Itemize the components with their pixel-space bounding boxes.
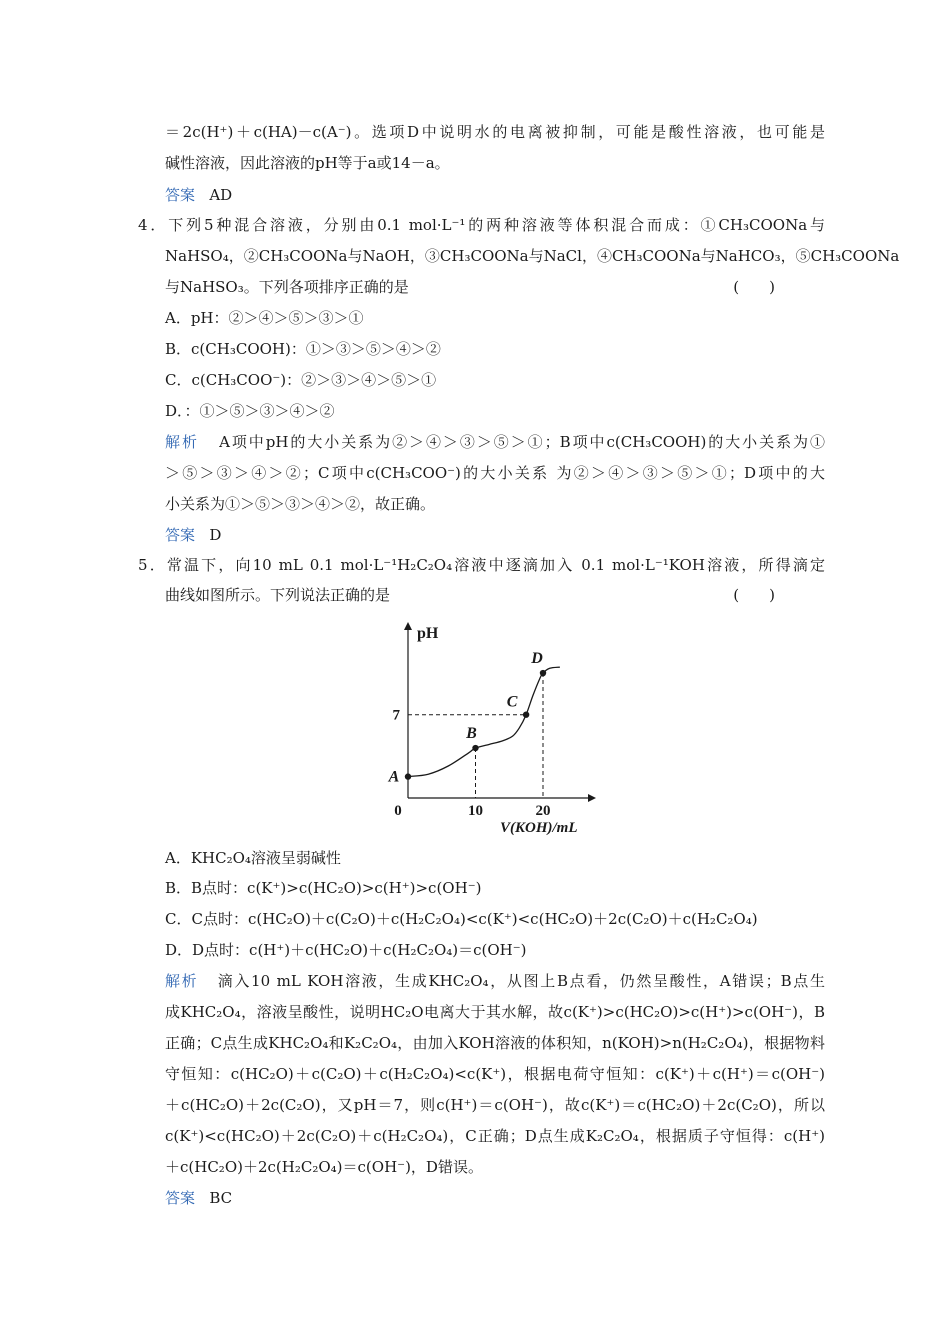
q5-explanation-line: 成KHC₂O₄，溶液呈酸性，说明HC₂O电离大于其水解，故c(K⁺)>c(HC₂O)>c(H⁺)>c(OH⁻)，B xyxy=(165,1003,825,1021)
q4-answer xyxy=(165,525,825,545)
q3-answer xyxy=(165,185,825,205)
q5-explanation-line: ＋c(HC₂O)＋2c(C₂O)，又pH＝7，则c(H⁺)＝c(OH⁻)，故c(K⁺)＝c(HC₂O)＋2c(C₂O)，所以 xyxy=(165,1096,825,1114)
x-axis-label: V(KOH)/mL xyxy=(500,820,578,836)
answer-blank: ( ) xyxy=(733,586,775,604)
q4-option-a: A．pH：②＞④＞⑤＞③＞① xyxy=(165,309,364,327)
point-c xyxy=(523,712,529,718)
answer-value: D xyxy=(209,526,222,544)
q4-stem-text: 下列5种混合溶液，分别由0.1 mol·L⁻¹的两种溶液等体积混合而成：①CH₃COONa与 xyxy=(168,216,825,234)
point-d xyxy=(540,670,546,676)
answer-label: 答案 xyxy=(165,1189,196,1207)
point-b xyxy=(472,745,478,751)
point-label-c: C xyxy=(506,693,518,711)
y-axis-label: pH xyxy=(417,625,439,642)
q5-option-d: D．D点时：c(H⁺)＋c(HC₂O)＋c(H₂C₂O₄)＝c(OH⁻) xyxy=(165,941,527,959)
answer-label: 答案 xyxy=(165,186,196,204)
q5-explanation-line xyxy=(165,971,825,991)
q5-explanation-line: 守恒知：c(HC₂O)＋c(C₂O)＋c(H₂C₂O₄)<c(K⁺)，根据电荷守恒知：c(K⁺)＋c(H⁺)＝c(OH⁻) xyxy=(165,1065,825,1083)
q5-explanation-text: 滴入10 mL KOH溶液，生成KHC₂O₄，从图上B点看，仍然呈酸性，A错误；B点生 xyxy=(217,972,825,990)
titration-curve xyxy=(408,667,560,776)
q5-explanation-line: ＋c(HC₂O)＋2c(H₂C₂O₄)＝c(OH⁻)，D错误。 xyxy=(165,1158,483,1176)
answer-value: AD xyxy=(209,186,233,204)
point-label-a: A xyxy=(388,768,400,786)
q3-explanation-line: ＝2c(H⁺)＋c(HA)－c(A⁻)。选项D中说明水的电离被抑制，可能是酸性溶液，也可能是 xyxy=(165,123,825,141)
q4-explanation-line xyxy=(165,432,825,452)
q4-explanation-text: A项中pH的大小关系为②＞④＞③＞⑤＞①；B项中c(CH₃COOH)的大小关系为① xyxy=(219,433,825,451)
answer-blank: ( ) xyxy=(733,278,775,296)
q5-stem-text: 曲线如图所示。下列说法正确的是 xyxy=(165,586,391,604)
q4-option-c: C．c(CH₃COO⁻)：②＞③＞④＞⑤＞① xyxy=(165,371,437,389)
point-label-d: D xyxy=(531,650,543,668)
q4-explanation-line: 小关系为①＞⑤＞③＞④＞②，故正确。 xyxy=(165,495,436,513)
point-a xyxy=(405,773,411,779)
q4-stem-line: NaHSO₄，②CH₃COONa与NaOH，③CH₃COONa与NaCl，④CH₃COONa与NaHCO₃，⑤CH₃COONa xyxy=(165,247,900,265)
q5-stem-line xyxy=(165,585,825,605)
answer-label: 答案 xyxy=(165,526,196,544)
q5-explanation-line: 正确；C点生成KHC₂O₄和K₂C₂O₄，由加入KOH溶液的体积知，n(KOH)>n(H₂C₂O₄)，根据物料 xyxy=(165,1034,825,1052)
explanation-label: 解析 xyxy=(165,433,199,451)
question-number: 5． xyxy=(138,556,167,574)
q4-option-d: D．：①＞⑤＞③＞④＞② xyxy=(165,402,335,420)
q4-explanation-line: ＞⑤＞③＞④＞②；C项中c(CH₃COO⁻)的大小关系 为②＞④＞③＞⑤＞①；D项中的大 xyxy=(165,464,825,482)
q5-option-a: A．KHC₂O₄溶液呈弱碱性 xyxy=(165,849,341,867)
q5-option-b: B．B点时：c(K⁺)>c(HC₂O)>c(H⁺)>c(OH⁻) xyxy=(165,879,482,897)
x-tick-label: 10 xyxy=(468,803,483,819)
q5-stem-text: 常温下，向10 mL 0.1 mol·L⁻¹H₂C₂O₄溶液中逐滴加入 0.1 mol·L⁻¹KOH溶液，所得滴定 xyxy=(166,556,826,574)
q3-explanation-line: 碱性溶液，因此溶液的pH等于a或14－a。 xyxy=(165,154,450,172)
point-label-b: B xyxy=(466,725,477,743)
q5-explanation-line: c(K⁺)<c(HC₂O)＋2c(C₂O)＋c(H₂C₂O₄)，C正确；D点生成K₂C₂O₄，根据质子守恒得：c(H⁺) xyxy=(165,1127,825,1145)
titration-curve-chart xyxy=(372,616,612,838)
q4-stem-text: 与NaHSO₃。下列各项排序正确的是 xyxy=(165,278,409,296)
answer-value: BC xyxy=(209,1189,233,1207)
q5-stem-line xyxy=(138,555,825,575)
explanation-label: 解析 xyxy=(165,972,199,990)
q4-stem-line xyxy=(165,277,825,297)
q4-stem-line xyxy=(138,215,825,235)
x-tick-label: 0 xyxy=(394,803,402,819)
x-tick-label: 20 xyxy=(535,803,551,819)
y-tick-label: 7 xyxy=(392,707,400,724)
q5-option-c: C．C点时：c(HC₂O)＋c(C₂O)＋c(H₂C₂O₄)<c(K⁺)<c(HC₂O)＋2c(C₂O)＋c(H₂C₂O₄) xyxy=(165,910,758,928)
question-number: 4． xyxy=(138,216,169,234)
q5-answer xyxy=(165,1188,825,1208)
q4-option-b: B．c(CH₃COOH)：①＞③＞⑤＞④＞② xyxy=(165,340,441,358)
